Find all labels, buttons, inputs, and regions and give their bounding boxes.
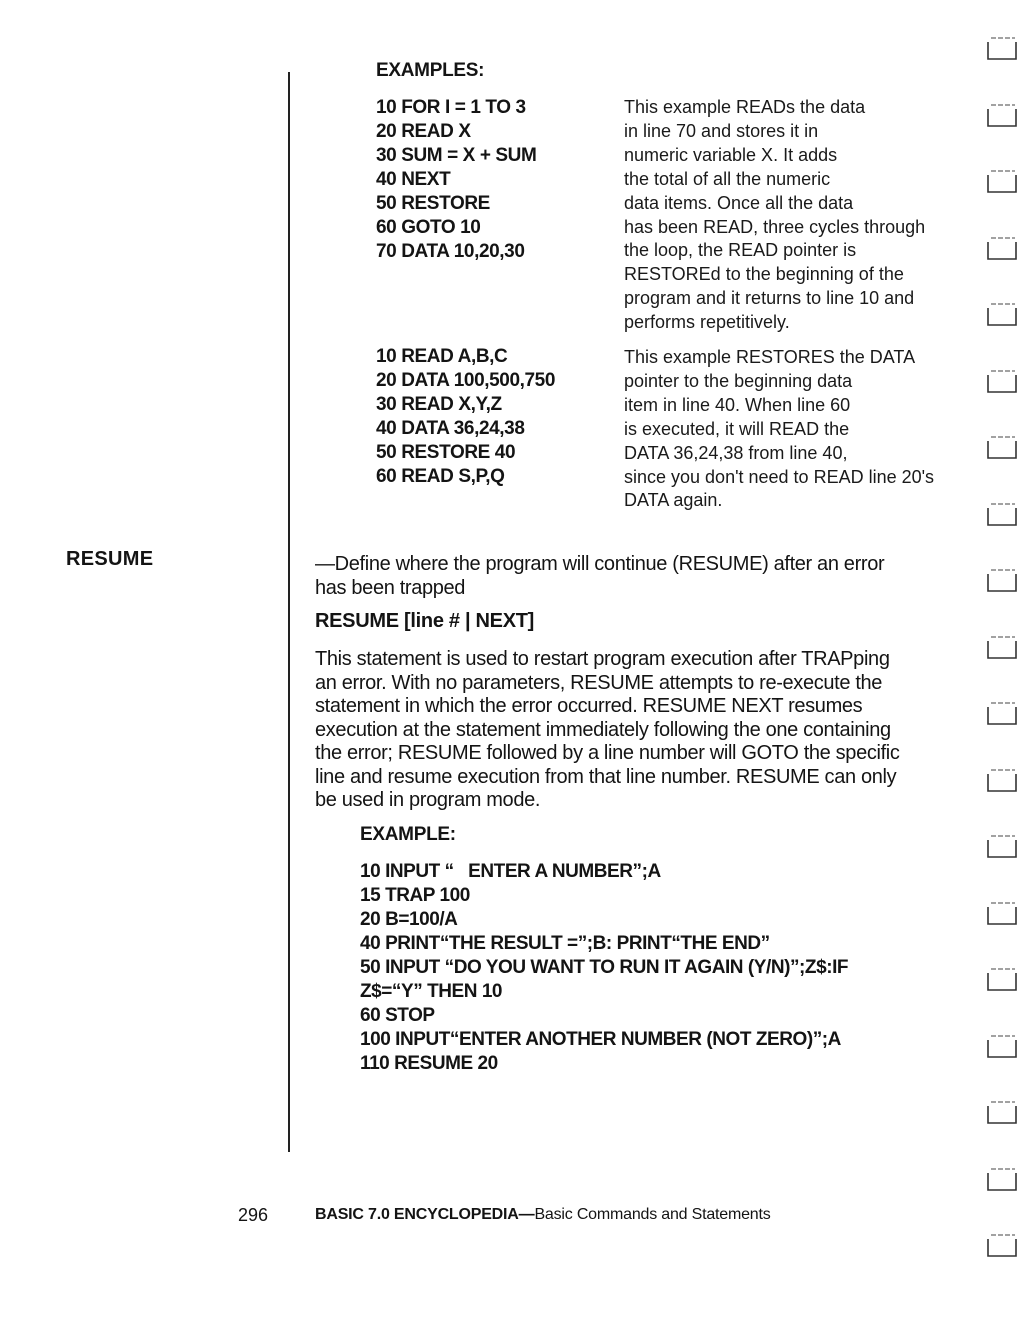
code-line: 40 NEXT [376,169,451,190]
example2-code [376,345,555,489]
code-line: 20 DATA 100,500,750 [376,370,555,391]
description-line: is executed, it will READ the [624,418,850,439]
resume-body [315,648,900,813]
edge-tab-mark [985,502,1019,528]
edge-tab-mark [985,834,1019,860]
body-line: be used in program mode. [315,789,541,811]
page-number: 296 [238,1205,269,1225]
description-line: performs repetitively. [624,312,790,333]
description-line: the total of all the numeric [624,168,831,189]
description-line: DATA 36,24,38 from line 40, [624,442,848,463]
description-line: item in line 40. When line 60 [624,394,851,415]
edge-tab-mark [985,701,1019,727]
code-line: 50 RESTORE [376,193,490,214]
edge-tab-mark [985,635,1019,661]
description-line: pointer to the beginning data [624,370,853,391]
edge-tab-mark [985,768,1019,794]
example1-code [376,96,536,264]
code-line: 60 STOP [360,1005,435,1026]
code-line: 110 RESUME 20 [360,1053,498,1074]
code-line: 70 DATA 10,20,30 [376,241,525,262]
code-line: 10 INPUT “ ENTER A NUMBER”;A [360,861,661,882]
code-line: 30 READ X,Y,Z [376,394,502,415]
body-line: statement in which the error occurred. RESUME NEXT resumes [315,695,863,717]
description-line: program and it returns to line 10 and [624,288,915,309]
description-line: RESTOREd to the beginning of the [624,264,904,285]
code-line: 10 READ A,B,C [376,346,508,367]
body-line: execution at the statement immediately following the one containing [315,718,891,741]
description-line: This example READs the data [624,97,866,117]
resume-syntax: RESUME [line # | NEXT] [315,610,535,632]
code-line: 40 PRINT“THE RESULT =”;B: PRINT“THE END” [360,933,770,954]
definition-line: has been trapped [315,576,466,599]
footer-title-bold: BASIC 7.0 ENCYCLOPEDIA— [315,1206,535,1223]
edge-tab-mark [985,1167,1019,1193]
edge-tab-mark [985,1233,1019,1259]
code-line: 40 DATA 36,24,38 [376,418,525,439]
code-line: 60 READ S,P,Q [376,466,505,487]
edge-tab-mark [985,236,1019,262]
code-line: 50 INPUT “DO YOU WANT TO RUN IT AGAIN (Y/N)”;Z$:IF [360,957,849,978]
running-footer [315,1206,771,1224]
edge-tab-mark [985,901,1019,927]
resume-example-code [360,860,848,1076]
edge-tab-mark [985,103,1019,129]
description-line: has been READ, three cycles through [624,216,926,237]
keyword-heading: RESUME [66,548,154,570]
edge-tab-mark [985,435,1019,461]
edge-tab-mark [985,568,1019,594]
edge-tab-mark [985,1100,1019,1126]
code-line: 30 SUM = X + SUM [376,145,537,166]
description-line: in line 70 and stores it in [624,120,819,141]
body-line: an error. With no parameters, RESUME attempts to re-execute the [315,671,883,694]
description-line: numeric variable X. It adds [624,144,838,165]
edge-tab-mark [985,369,1019,395]
description-line: data items. Once all the data [624,192,854,213]
example-heading: EXAMPLE: [360,824,456,845]
edge-tab-mark [985,169,1019,195]
footer-title-rest: Basic Commands and Statements [534,1206,771,1223]
code-line: 20 B=100/A [360,909,458,930]
body-line: line and resume execution from that line number. RESUME can only [315,765,897,788]
edge-tab-mark [985,1034,1019,1060]
description-line: DATA again. [624,490,723,511]
edge-tab-mark [985,36,1019,62]
description-line: since you don't need to READ line 20's [624,466,935,487]
example2-description [624,346,934,513]
resume-definition [315,553,884,600]
code-line: 10 FOR I = 1 TO 3 [376,97,526,118]
example1-description [624,96,925,335]
vertical-rule [288,72,290,1152]
code-line: 50 RESTORE 40 [376,442,516,463]
description-line: This example RESTORES the DATA [624,347,916,367]
edge-tab-mark [985,967,1019,993]
code-line: Z$=“Y” THEN 10 [360,981,503,1002]
body-line: This statement is used to restart program execution after TRAPping [315,648,890,670]
body-line: the error; RESUME followed by a line number will GOTO the specific [315,742,900,764]
edge-tab-mark [985,302,1019,328]
examples-heading: EXAMPLES: [376,60,485,81]
code-line: 100 INPUT“ENTER ANOTHER NUMBER (NOT ZERO)”;A [360,1029,841,1050]
definition-line: —Define where the program will continue (RESUME) after an error [315,553,885,575]
code-line: 15 TRAP 100 [360,885,470,906]
edge-tab-marks [985,30,1021,1300]
code-line: 20 READ X [376,121,471,142]
description-line: the loop, the READ pointer is [624,240,857,261]
code-line: 60 GOTO 10 [376,217,481,238]
